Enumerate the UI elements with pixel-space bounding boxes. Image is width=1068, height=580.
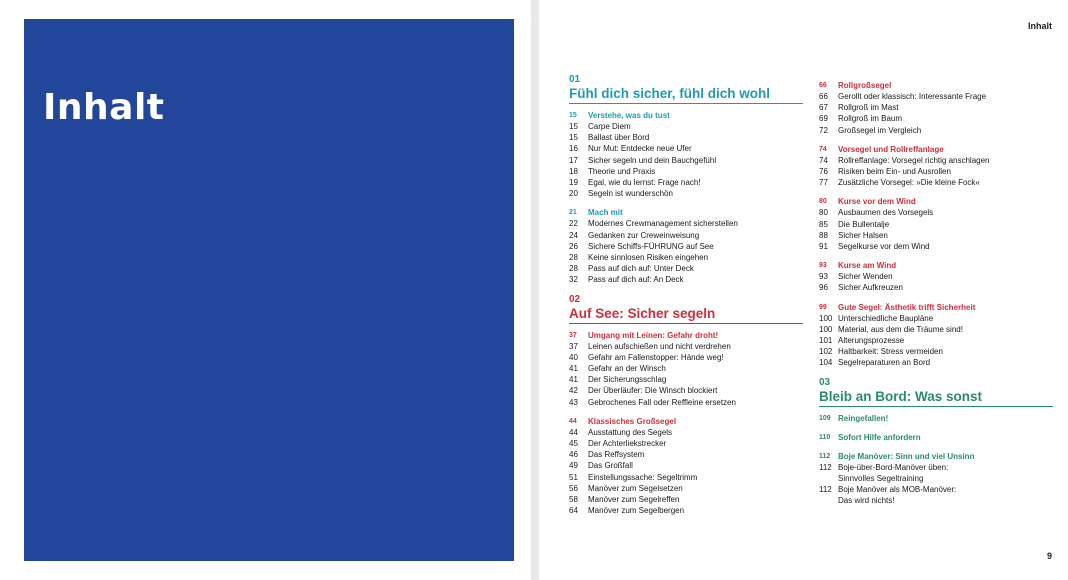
section-page: 80: [819, 198, 827, 206]
section-page: 99: [819, 303, 827, 311]
toc-entry[interactable]: [819, 484, 1053, 495]
entry-title: Boje Manöver als MOB-Manöver:: [838, 485, 957, 495]
entry-page: 93: [819, 272, 828, 282]
chapter-title: Fühl dich sicher, fühl dich wohl: [569, 85, 803, 104]
entry-page: 41: [569, 375, 578, 385]
entry-page: 40: [569, 352, 578, 362]
entry-title: Modernes Crewmanagement sicherstellen: [588, 219, 738, 229]
section-title: Sofort Hilfe anfordern: [838, 432, 921, 442]
page-title: Inhalt: [43, 87, 165, 128]
toc-entry[interactable]: [569, 230, 803, 241]
section-heading[interactable]: [569, 207, 803, 218]
entry-page: 49: [569, 461, 578, 471]
entry-page: 85: [819, 219, 828, 229]
toc-entry[interactable]: [819, 230, 1053, 241]
entry-title: Der Überläufer: Die Winsch blockiert: [588, 386, 718, 396]
section-title: Kurse am Wind: [838, 261, 897, 271]
entry-title: Gefahr am Fallenstopper: Hände weg!: [588, 352, 724, 362]
toc-entry[interactable]: [819, 271, 1053, 282]
entry-title: Rollreffanlage: Vorsegel richtig anschlagen: [838, 155, 990, 165]
entry-page: 100: [819, 313, 833, 323]
toc-entry[interactable]: [569, 363, 803, 374]
toc-entry[interactable]: [569, 449, 803, 460]
entry-title: Segelreparaturen an Bord: [838, 358, 931, 368]
toc-section: [819, 413, 1053, 424]
entry-page: 19: [569, 178, 578, 188]
entry-page: 15: [569, 122, 578, 131]
section-heading[interactable]: [819, 413, 1053, 424]
toc-entry[interactable]: [569, 341, 803, 352]
entry-title: Material, aus dem die Träume sind!: [838, 324, 963, 334]
entry-page: 37: [569, 341, 578, 351]
entry-page: 66: [819, 92, 828, 101]
section-heading[interactable]: [819, 451, 1053, 462]
running-head: Inhalt: [1028, 21, 1052, 31]
entry-title: Zusätzliche Vorsegel: »Die kleine Fock«: [838, 178, 980, 188]
section-title: Mach mit: [588, 208, 623, 218]
entry-page: 46: [569, 450, 578, 460]
chapter-number: 02: [569, 293, 581, 305]
entry-title: Nur Mut: Entdecke neue Ufer: [588, 144, 692, 154]
toc-entry[interactable]: [819, 155, 1053, 166]
section-title: Umgang mit Leinen: Gefahr droht!: [588, 330, 719, 340]
toc-entry[interactable]: [569, 121, 803, 132]
toc-entry[interactable]: [569, 483, 803, 494]
right-page: [539, 0, 1068, 580]
toc-section: [819, 260, 1053, 293]
entry-title: Gerollt oder klassisch: Interessante Frage: [838, 92, 987, 101]
section-title: Kurse vor dem Wind: [838, 197, 916, 207]
entry-title: Keine sinnlosen Risiken eingehen: [588, 253, 709, 263]
toc-entry[interactable]: [569, 460, 803, 471]
entry-page: 45: [569, 439, 578, 449]
entry-title: Unterschiedliche Baupläne: [838, 313, 934, 323]
toc-entry[interactable]: [569, 188, 803, 199]
section-title: Reingefallen!: [838, 413, 889, 423]
section-heading[interactable]: [819, 80, 1053, 91]
section-heading[interactable]: [819, 260, 1053, 271]
section-page: 74: [819, 145, 827, 153]
entry-page: 64: [569, 506, 578, 516]
chapter-02: [569, 294, 803, 517]
entry-page: 18: [569, 166, 578, 176]
toc-section: [569, 416, 803, 517]
toc-entry[interactable]: [819, 346, 1053, 357]
toc-entry[interactable]: [569, 385, 803, 396]
chapter-number: 01: [569, 74, 581, 85]
section-page: 112: [819, 452, 831, 460]
entry-page: 77: [819, 178, 828, 188]
entry-title: Ausstattung des Segels: [588, 427, 673, 437]
entry-title: Rollgroß im Mast: [838, 103, 899, 113]
entry-title: Carpe Diem: [588, 122, 631, 131]
entry-title: Gedanken zur Creweinweisung: [588, 230, 700, 240]
section-page: 44: [569, 417, 577, 425]
entry-page: 15: [569, 133, 578, 143]
entry-page: 112: [819, 485, 832, 495]
toc-entry[interactable]: [569, 218, 803, 229]
section-heading[interactable]: [569, 330, 803, 341]
entry-page: 26: [569, 241, 578, 251]
chapter-title: Auf See: Sicher segeln: [569, 305, 803, 324]
chapter-03: [819, 377, 1053, 507]
title-panel: [24, 19, 514, 561]
entry-title: Manöver zum Segelbergen: [588, 506, 685, 516]
toc-entry[interactable]: [569, 155, 803, 166]
entry-page: 80: [819, 208, 828, 218]
entry-page: 112: [819, 462, 832, 472]
toc-section: [819, 432, 1053, 443]
entry-title: Pass auf dich auf: Unter Deck: [588, 264, 694, 274]
entry-page: 67: [819, 103, 828, 113]
section-heading[interactable]: [819, 432, 1053, 443]
toc-section: [569, 330, 803, 408]
chapter-number: 03: [819, 376, 831, 388]
page-number: 9: [1046, 551, 1052, 561]
entry-page: 102: [819, 347, 833, 357]
entry-page: 16: [569, 144, 578, 154]
toc-entry[interactable]: [819, 91, 1053, 102]
toc-section: [819, 80, 1053, 136]
toc-section: [819, 196, 1053, 252]
toc-entry[interactable]: [569, 472, 803, 483]
entry-title: Der Achterliekstrecker: [588, 439, 667, 449]
section-heading[interactable]: [819, 302, 1053, 313]
toc-entry[interactable]: [569, 241, 803, 252]
entry-title: Einstellungssache: Segeltrimm: [588, 472, 698, 482]
section-title: Vorsegel und Rollreffanlage: [838, 144, 944, 154]
entry-title: Haltbarkeit: Stress vermeiden: [838, 347, 943, 357]
toc-entry[interactable]: [569, 274, 803, 285]
toc-section: [819, 451, 1053, 507]
toc-entry[interactable]: [569, 166, 803, 177]
entry-title: Segeln ist wunderschön: [588, 189, 673, 199]
toc-entry[interactable]: [819, 335, 1053, 346]
toc-entry[interactable]: [569, 143, 803, 154]
entry-title: Sicher Halsen: [838, 230, 888, 240]
toc-entry[interactable]: [569, 352, 803, 363]
entry-page: 17: [569, 155, 578, 165]
entry-title: Die Bullentalje: [838, 219, 890, 229]
section-page: 21: [569, 209, 577, 217]
toc-column-left: [569, 74, 803, 524]
toc-entry[interactable]: [569, 427, 803, 438]
entry-page: 74: [819, 155, 828, 165]
toc-section: [569, 110, 803, 199]
entry-page: 44: [569, 427, 578, 437]
entry-page: 28: [569, 264, 578, 274]
entry-page: 56: [569, 483, 578, 493]
chapter-title: Bleib an Bord: Was sonst: [819, 388, 1053, 407]
left-page: [0, 0, 531, 580]
entry-title: Das Großfall: [588, 461, 633, 471]
entry-page: 41: [569, 364, 578, 374]
chapter-01: [569, 74, 803, 286]
toc-entry[interactable]: [569, 397, 803, 408]
toc-entry[interactable]: [819, 177, 1053, 188]
entry-title: Sicher segeln und dein Bauchgefühl: [588, 155, 717, 165]
toc-entry[interactable]: [569, 494, 803, 505]
entry-page: 72: [819, 125, 828, 135]
entry-page: 28: [569, 253, 578, 263]
entry-page: 69: [819, 114, 828, 124]
entry-title-continued: Sinnvolles Segeltraining: [838, 473, 924, 483]
entry-title: Gebrochenes Fall oder Reffleine ersetzen: [588, 397, 736, 407]
entry-title: Sicher Wenden: [838, 272, 893, 282]
entry-page: 20: [569, 189, 578, 199]
toc-entry[interactable]: [819, 102, 1053, 113]
entry-title: Egal, wie du lernst: Frage nach!: [588, 178, 701, 188]
entry-page: 42: [569, 386, 578, 396]
entry-page: 100: [819, 324, 833, 334]
section-title: Verstehe, was du tust: [588, 111, 670, 120]
toc-entry[interactable]: [569, 177, 803, 188]
toc-column-right: [819, 80, 1053, 514]
toc-entry[interactable]: [819, 166, 1053, 177]
section-title: Gute Segel: Ästhetik trifft Sicherheit: [838, 302, 976, 312]
toc-entry[interactable]: [569, 132, 803, 143]
entry-page: 96: [819, 283, 828, 293]
entry-title: Leinen aufschießen und nicht verdrehen: [588, 341, 731, 351]
entry-page: 104: [819, 358, 833, 368]
toc-entry[interactable]: [819, 282, 1053, 293]
entry-title: Risiken beim Ein- und Ausrollen: [838, 167, 951, 177]
toc-entry[interactable]: [819, 357, 1053, 368]
entry-title: Ausbaumen des Vorsegels: [838, 208, 934, 218]
entry-title: Das Reffsystem: [588, 450, 645, 460]
toc-entry[interactable]: [569, 505, 803, 516]
entry-page: 51: [569, 472, 578, 482]
entry-page: 22: [569, 219, 578, 229]
entry-title: Sicher Aufkreuzen: [838, 283, 903, 293]
entry-title: Boje-über-Bord-Manöver üben:: [838, 462, 949, 472]
entry-title: Segelkurse vor dem Wind: [838, 242, 930, 252]
entry-title: Pass auf dich auf: An Deck: [588, 275, 684, 285]
section-heading[interactable]: [569, 110, 803, 121]
section-title: Klassisches Großsegel: [588, 416, 677, 426]
section-heading[interactable]: [819, 144, 1053, 155]
section-heading[interactable]: [569, 416, 803, 427]
section-page: 93: [819, 262, 827, 270]
entry-title: Sichere Schiffs-FÜHRUNG auf See: [588, 241, 714, 251]
entry-page: 24: [569, 230, 578, 240]
entry-title: Manöver zum Segelsetzen: [588, 483, 683, 493]
toc-entry[interactable]: [819, 207, 1053, 218]
toc-entry[interactable]: [819, 324, 1053, 335]
entry-page: 32: [569, 275, 578, 285]
entry-title: Manöver zum Segelreffen: [588, 495, 680, 505]
section-page: 37: [569, 331, 577, 339]
entry-page: 101: [819, 336, 833, 346]
section-page: 109: [819, 414, 831, 422]
section-page: 15: [569, 112, 577, 119]
entry-page: 76: [819, 167, 828, 177]
toc-entry[interactable]: [819, 241, 1053, 252]
entry-page: 58: [569, 495, 578, 505]
toc-entry[interactable]: [569, 252, 803, 263]
section-page: 66: [819, 82, 827, 89]
section-title: Boje Manöver: Sinn und viel Unsinn: [838, 451, 975, 461]
entry-page: 91: [819, 242, 828, 252]
entry-title: Rollgroß im Baum: [838, 114, 903, 124]
entry-title: Der Sicherungsschlag: [588, 375, 667, 385]
toc-section: [819, 144, 1053, 189]
toc-section: [569, 207, 803, 285]
entry-title: Theorie und Praxis: [588, 166, 656, 176]
toc-entry[interactable]: [569, 263, 803, 274]
entry-page: 88: [819, 230, 828, 240]
entry-title-continued: Das wird nichts!: [838, 496, 895, 506]
section-heading[interactable]: [819, 196, 1053, 207]
entry-title: Gefahr an der Winsch: [588, 364, 666, 374]
toc-entry[interactable]: [819, 462, 1053, 473]
entry-page: 43: [569, 397, 578, 407]
toc-entry[interactable]: [819, 313, 1053, 324]
entry-title: Alterungsprozesse: [838, 336, 905, 346]
toc-entry[interactable]: [819, 125, 1053, 136]
section-title: Rollgroßsegel: [838, 81, 892, 90]
toc-section: [819, 302, 1053, 369]
toc-entry[interactable]: [819, 219, 1053, 230]
toc-entry[interactable]: [819, 113, 1053, 124]
toc-entry[interactable]: [569, 438, 803, 449]
section-page: 110: [819, 433, 831, 441]
entry-title: Großsegel im Vergleich: [838, 125, 922, 135]
toc-entry[interactable]: [569, 374, 803, 385]
entry-title: Ballast über Bord: [588, 133, 650, 143]
